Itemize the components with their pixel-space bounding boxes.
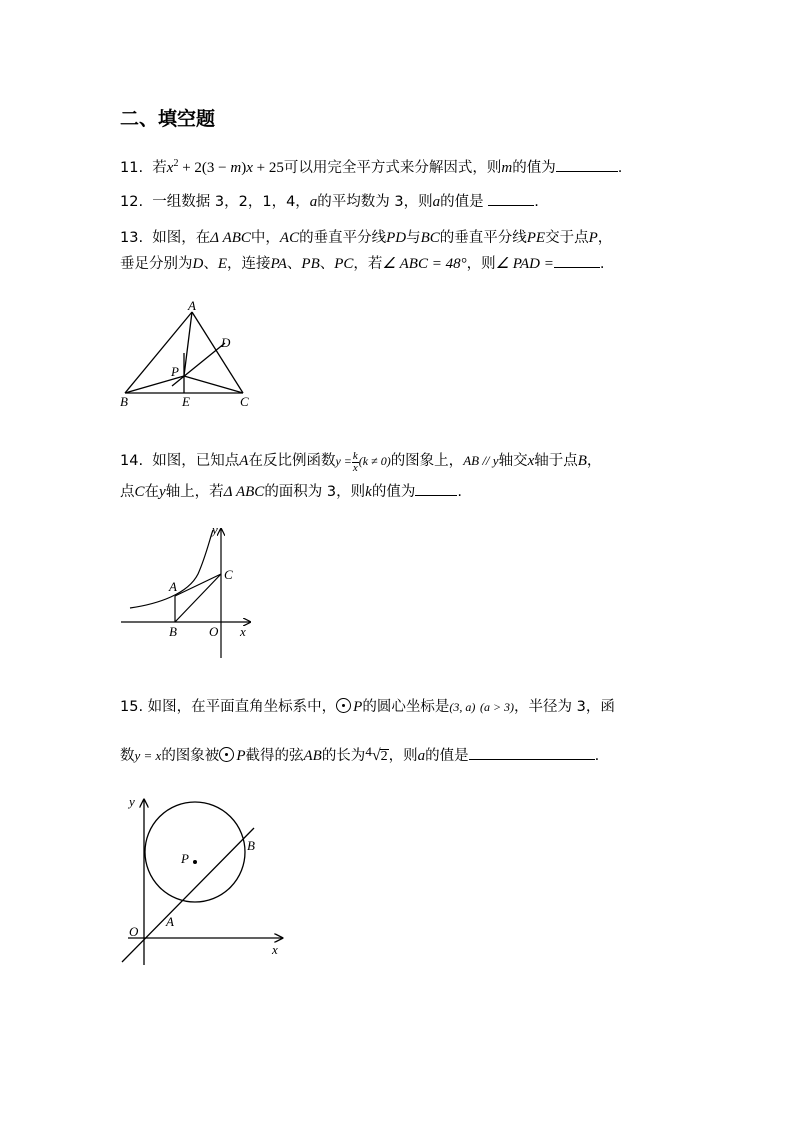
q14-text: ， bbox=[586, 453, 602, 469]
q14-label-B: B bbox=[169, 624, 177, 639]
q14-fraction bbox=[352, 451, 359, 474]
sqrt-icon: √ bbox=[371, 747, 381, 764]
q12-end: . bbox=[534, 194, 539, 210]
q15-yx: y = x bbox=[134, 748, 162, 763]
q15-a: a bbox=[417, 748, 426, 764]
question-15-line2 bbox=[120, 742, 599, 766]
q13-label-E: E bbox=[182, 394, 190, 409]
q15-text: 的图象被 bbox=[161, 748, 220, 764]
q11-expr-m: m bbox=[230, 160, 242, 176]
q14-text: 轴上，若 bbox=[165, 484, 224, 500]
q13-text: 如图，在 bbox=[152, 230, 211, 246]
q14-answer-blank[interactable] bbox=[415, 481, 457, 496]
q15-answer-blank[interactable] bbox=[469, 745, 595, 760]
q11-expr-x2: x bbox=[166, 160, 174, 176]
q14-b: B bbox=[577, 453, 587, 469]
q14-frac-den: x bbox=[352, 462, 358, 474]
q15-text: 如图，在平面直角坐标系中， bbox=[147, 699, 337, 715]
q15-label-x: x bbox=[272, 942, 278, 957]
q15-four: 4 bbox=[365, 744, 372, 759]
q14-label-A: A bbox=[169, 579, 177, 594]
q13-text: ，则 bbox=[466, 256, 496, 272]
q13-text: 垂足分别为 bbox=[120, 256, 193, 272]
q15-label-A: A bbox=[166, 914, 174, 929]
q11-var: m bbox=[501, 160, 513, 176]
q14-figure bbox=[118, 524, 258, 660]
q13-end: . bbox=[599, 256, 605, 272]
q13-text: 交于点 bbox=[545, 230, 589, 246]
q13-number: 13. bbox=[120, 230, 144, 246]
circle-dot-icon bbox=[219, 747, 234, 762]
q13-label-C: C bbox=[240, 394, 249, 409]
q15-text: 的长为 bbox=[321, 748, 366, 764]
q15-text: 的值是 bbox=[425, 748, 469, 764]
q14-text: 如图，已知点 bbox=[152, 453, 240, 469]
q11-mid: 可以用完全平方式来分解因式，则 bbox=[283, 160, 502, 176]
q14-ab-parallel: AB // y bbox=[463, 453, 499, 468]
q13-angle2: ∠ PAD = bbox=[495, 256, 554, 272]
q14-a: A bbox=[239, 453, 249, 469]
q14-text: 在反比例函数 bbox=[248, 453, 336, 469]
q13-bc: BC bbox=[420, 230, 440, 246]
q11-pre: 若 bbox=[152, 160, 167, 176]
q12-post: 的值是 bbox=[440, 194, 484, 210]
q13-e: E bbox=[217, 256, 228, 272]
q14-tri: Δ ABC bbox=[223, 484, 265, 500]
q15-label-P: P bbox=[181, 851, 189, 866]
q12-answer-blank[interactable] bbox=[488, 191, 534, 206]
q12-pre: 一组数据 3，2，1，4， bbox=[152, 194, 310, 210]
q11-expr-b: + 2(3 − bbox=[178, 160, 231, 176]
q14-cond: (k ≠ 0) bbox=[358, 454, 391, 468]
q15-figure bbox=[112, 790, 292, 970]
question-13-line2: 垂足分别为D、E，连接PA、PB、PC，若∠ ABC = 48°，则∠ PAD = . bbox=[120, 253, 604, 274]
q14-text: 的值为 bbox=[371, 484, 416, 500]
q15-p: P bbox=[353, 699, 363, 715]
q14-text: 点 bbox=[120, 484, 135, 500]
q12-mid: 的平均数为 3，则 bbox=[317, 194, 433, 210]
q13-pb: PB bbox=[301, 256, 320, 272]
q11-expr-sup: 2 bbox=[173, 158, 179, 169]
q14-text: 的图象上， bbox=[390, 453, 464, 469]
q11-post: 的值为 bbox=[512, 160, 556, 176]
q14-number: 14. bbox=[120, 453, 144, 469]
section-title: 二、填空题 bbox=[120, 108, 216, 130]
q13-p: P bbox=[588, 230, 598, 246]
q14-label-x: x bbox=[240, 624, 246, 639]
q15-p2: P bbox=[236, 748, 246, 764]
q13-pc: PC bbox=[334, 256, 354, 272]
q15-number: 15. bbox=[120, 699, 144, 715]
q14-y: y bbox=[159, 484, 166, 500]
q15-label-y: y bbox=[129, 794, 135, 809]
q11-number: 11. bbox=[120, 160, 144, 176]
q13-pe: PE bbox=[526, 230, 546, 246]
q11-expr-d: + 25 bbox=[252, 160, 284, 176]
q13-text: ， bbox=[597, 230, 613, 246]
question-12 bbox=[120, 191, 539, 212]
q14-text: 在 bbox=[144, 484, 160, 500]
q13-label-D: D bbox=[221, 335, 231, 350]
q11-answer-blank[interactable] bbox=[556, 157, 618, 172]
q11-expr-x: x bbox=[246, 160, 253, 176]
q14-y-eq: y = bbox=[335, 454, 352, 468]
q13-text: 与 bbox=[406, 230, 421, 246]
q13-text: 中， bbox=[250, 230, 280, 246]
q15-label-B: B bbox=[247, 838, 255, 853]
q13-label-P: P bbox=[171, 364, 179, 379]
q13-text: 、 bbox=[203, 256, 218, 272]
q15-label-O: O bbox=[129, 924, 139, 939]
q15-sqrt-two: 2 bbox=[380, 749, 388, 764]
q15-cond: (a > 3) bbox=[479, 700, 515, 714]
q13-pa: PA bbox=[270, 256, 287, 272]
q14-end: . bbox=[457, 484, 462, 500]
q15-coord: (3, a) bbox=[449, 700, 476, 714]
q14-c: C bbox=[134, 484, 145, 500]
q14-text: 的面积为 3，则 bbox=[264, 484, 366, 500]
q13-tri: Δ ABC bbox=[210, 230, 251, 246]
q13-angle1: ∠ ABC = 48° bbox=[382, 256, 467, 272]
q14-label-C: C bbox=[224, 567, 233, 582]
q14-frac-num: k bbox=[352, 450, 358, 462]
q13-text: ，连接 bbox=[227, 256, 271, 272]
q13-label-B: B bbox=[120, 394, 128, 409]
q13-ac: AC bbox=[279, 230, 300, 246]
q13-text: 的垂直平分线 bbox=[299, 230, 387, 246]
q15-end: . bbox=[594, 748, 600, 764]
q14-text: 轴交 bbox=[498, 453, 528, 469]
question-11 bbox=[120, 154, 622, 178]
question-15-line1 bbox=[120, 697, 615, 717]
q14-label-O: O bbox=[209, 624, 219, 639]
question-14-line1 bbox=[120, 451, 601, 474]
q13-pd: PD bbox=[386, 230, 407, 246]
q11-expr-c: ) bbox=[241, 160, 247, 176]
question-14-line2 bbox=[120, 481, 462, 502]
circle-dot-icon bbox=[336, 698, 351, 713]
q15-ab: AB bbox=[303, 748, 322, 764]
q14-label-y: y bbox=[212, 524, 218, 537]
q12-number: 12. bbox=[120, 194, 144, 210]
q13-text: ，若 bbox=[353, 256, 383, 272]
q15-text: 的圆心坐标是 bbox=[362, 699, 450, 715]
q15-text: ，则 bbox=[388, 748, 418, 764]
q13-answer-blank[interactable] bbox=[554, 253, 600, 268]
q15-text: ，半径为 3，函 bbox=[514, 699, 615, 715]
q15-text: 数 bbox=[120, 748, 135, 764]
q11-end: . bbox=[617, 160, 623, 176]
q14-x: x bbox=[527, 453, 535, 469]
q13-d: D bbox=[192, 256, 204, 272]
q12-var2: a bbox=[432, 194, 441, 210]
q12-var: a bbox=[309, 194, 318, 210]
q13-figure bbox=[112, 298, 262, 410]
q13-text: 的垂直平分线 bbox=[439, 230, 527, 246]
q15-center-dot bbox=[193, 860, 197, 864]
question-13-line1 bbox=[120, 228, 612, 248]
q15-text: 截得的弦 bbox=[245, 748, 304, 764]
q14-text: 轴于点 bbox=[534, 453, 578, 469]
q14-k: k bbox=[365, 484, 372, 500]
q13-label-A: A bbox=[188, 298, 196, 313]
